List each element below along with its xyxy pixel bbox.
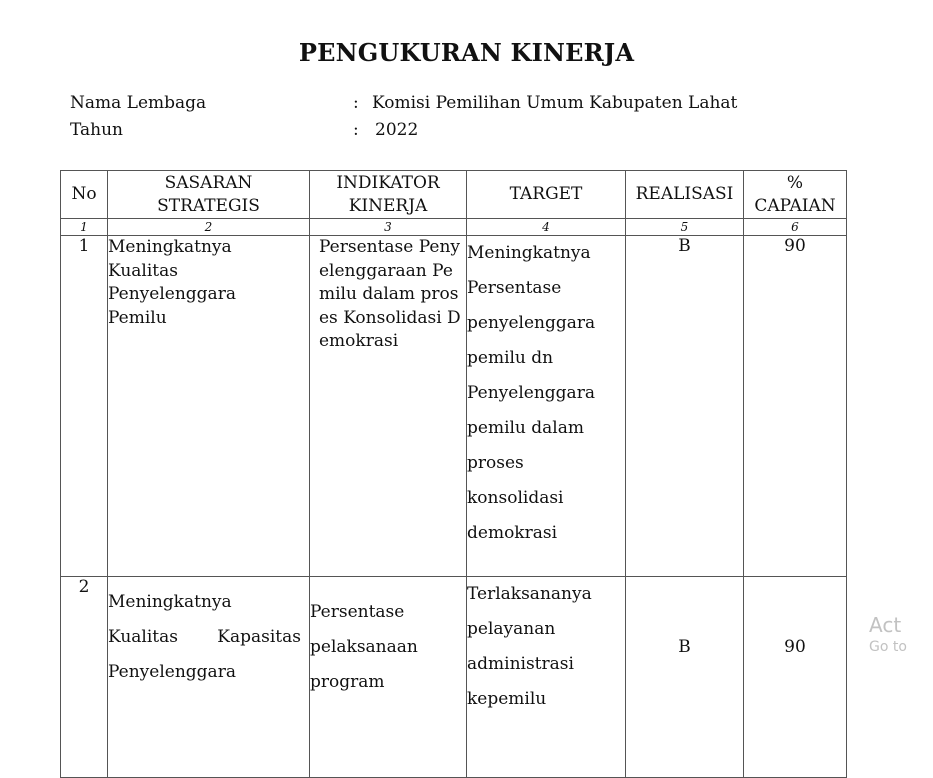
lembaga-label: Nama Lembaga: [70, 93, 207, 113]
header-sasaran-strategis: SASARAN STRATEGIS: [108, 171, 310, 219]
header-target: TARGET: [467, 171, 626, 219]
tahun-label: Tahun: [70, 120, 124, 140]
lembaga-value: Komisi Pemilihan Umum Kabupaten Lahat: [372, 93, 738, 113]
cell-sasaran-strategis: Meningkatnya Kualitas Penyelenggara Pemilu: [108, 236, 310, 577]
cell-realisasi: B: [626, 236, 744, 577]
cell-target: Terlaksananya pelayanan administrasi kepemilu: [467, 577, 626, 778]
table-row: [61, 577, 847, 778]
table-row: [61, 236, 847, 577]
cell-capaian: 90: [744, 236, 847, 577]
column-number-row: [61, 219, 847, 236]
cell-realisasi: B: [626, 577, 744, 778]
column-number: 4: [467, 219, 626, 236]
tahun-value: 2022: [375, 120, 419, 140]
row-number: 2: [61, 577, 108, 778]
cell-target: Meningkatnya Persentase penyelenggara pemilu dn Penyelenggara pemilu dalam proses konsolidasi demokrasi: [467, 236, 626, 577]
cell-capaian: 90: [744, 577, 847, 778]
column-number: 5: [626, 219, 744, 236]
column-number: 3: [310, 219, 467, 236]
cell-indikator-kinerja: Persentase pelaksanaan program: [310, 577, 467, 778]
performance-table: [60, 170, 847, 778]
header-capaian: % CAPAIAN: [744, 171, 847, 219]
watermark-line-2: Go to: [869, 639, 907, 655]
cell-sasaran-strategis: Meningkatnya Kualitas Kapasitas Penyelenggara: [108, 577, 310, 778]
column-number: 6: [744, 219, 847, 236]
watermark-line-1: Act: [869, 613, 902, 637]
header-no: No: [61, 171, 108, 219]
row-number: 1: [61, 236, 108, 577]
column-number: 1: [61, 219, 108, 236]
header-realisasi: REALISASI: [626, 171, 744, 219]
header-indikator-kinerja: INDIKATOR KINERJA: [310, 171, 467, 219]
tahun-separator: :: [353, 120, 359, 140]
document-title: PENGUKURAN KINERJA: [298, 38, 635, 67]
lembaga-separator: :: [353, 93, 359, 113]
column-number: 2: [108, 219, 310, 236]
table-header-row: [61, 171, 847, 219]
activate-windows-watermark: [869, 612, 907, 656]
cell-indikator-kinerja: Persentase Penyelenggaraan Pemilu dalam proses Konsolidasi Demokrasi: [310, 236, 467, 577]
